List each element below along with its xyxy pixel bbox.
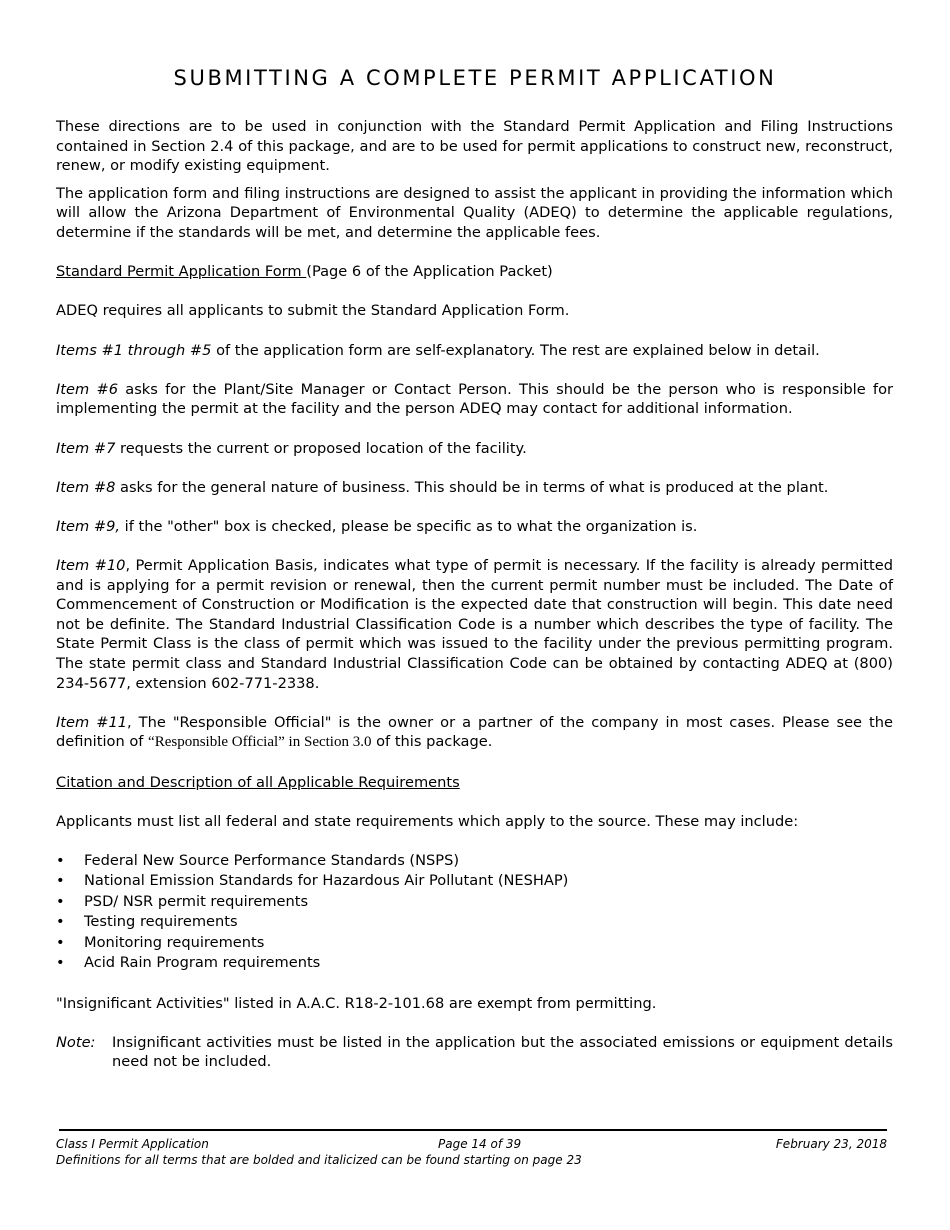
item-label: Item #6	[56, 380, 118, 398]
footer-divider	[59, 1129, 887, 1131]
bullet-icon: •	[56, 851, 65, 869]
list-item-text: National Emission Standards for Hazardous Air Pollutant (NESHAP)	[84, 872, 569, 890]
item-text: asks for the general nature of business. This should be in terms of what is produced at the plant.	[115, 478, 829, 496]
item-label: Item #10	[56, 557, 126, 575]
bullet-icon: •	[56, 872, 65, 890]
item-text: of the application form are self-explanatory. The rest are explained below in detail.	[211, 341, 820, 359]
list-item	[56, 933, 893, 954]
intro-paragraph: The application form and filing instructions are designed to assist the applicant in providing the information which will allow the Arizona Department of Environmental Quality (ADEQ) to determine the applicable regulations, determine if the standards will be met, and determine the applicable fees.	[56, 184, 893, 241]
note-text: Insignificant activities must be listed in the application but the associated emissions or equipment details need not be included.	[112, 1033, 893, 1071]
item-paragraph	[56, 556, 893, 693]
item-label: Items #1 through #5	[56, 341, 212, 359]
section-heading: Citation and Description of all Applicable Requirements	[56, 773, 460, 791]
section-heading: Standard Permit Application Form	[56, 263, 307, 281]
requirements-list	[56, 851, 893, 974]
lead-paragraph: Applicants must list all federal and state requirements which apply to the source. These may include:	[56, 812, 799, 830]
item-label: Item #8	[56, 478, 116, 496]
item-text: , Permit Application Basis, indicates what type of permit is necessary. If the facility is already permitted and is applying for a permit revision or renewal, then the current permit number must be included. The Date of Commencement of Construction or Modification is the expected date that construction will begin. This date need not be definite. The Standard Industrial Classification Code is a number which describes the type of facility. The State Permit Class is the class of permit which was issued to the facility under the previous permitting program. The state permit class and Standard Industrial Classification Code can be obtained by contacting ADEQ at (800) 234-5677, extension 602-771-2338.	[56, 557, 893, 692]
footer-row	[56, 1136, 887, 1152]
footer-date: February 23, 2018	[775, 1137, 887, 1151]
page-title: SUBMITTING A COMPLETE PERMIT APPLICATION	[173, 66, 777, 90]
bullet-icon: •	[56, 954, 65, 972]
item-label: Item #11	[56, 713, 128, 731]
item-label: Item #9,	[56, 517, 121, 535]
section-heading-suffix: (Page 6 of the Application Packet)	[306, 263, 553, 281]
item-text: , The "Responsible Official" is the owner or a partner of the company in most cases. Please see the definition of	[56, 713, 893, 751]
item-text: asks for the Plant/Site Manager or Contact Person. This should be the person who is responsible for implementing the permit at the facility and the person ADEQ may contact for additional information.	[56, 380, 894, 418]
note-block	[56, 1033, 893, 1072]
list-item-text: Monitoring requirements	[84, 933, 265, 951]
item-text: if the "other" box is checked, please be specific as to what the organization is.	[120, 517, 698, 535]
exempt-paragraph: "Insignificant Activities" listed in A.A.C. R18-2-101.68 are exempt from permitting.	[56, 994, 657, 1012]
item-label: Item #7	[56, 439, 116, 457]
bullet-icon: •	[56, 892, 65, 910]
bullet-icon: •	[56, 933, 65, 951]
page-footer	[56, 1136, 887, 1168]
item-paragraph	[56, 380, 893, 419]
list-item	[56, 953, 893, 974]
footer-document-title: Class I Permit Application	[56, 1137, 209, 1151]
item-paragraph	[56, 517, 893, 537]
intro-paragraph: These directions are to be used in conjunction with the Standard Permit Application and Filing Instructions contained in Section 2.4 of this package, and are to be used for permit applications to construct new, reconstruct, renew, or modify existing equipment.	[56, 118, 893, 175]
bullet-icon: •	[56, 913, 65, 931]
footer-definitions-note: Definitions for all terms that are bolded and italicized can be found starting on page 23	[56, 1153, 582, 1167]
item-paragraph	[56, 341, 893, 361]
item-paragraph	[56, 439, 893, 459]
section-heading-line	[56, 262, 893, 282]
item-tail-text: of this package.	[371, 733, 493, 751]
requirement-paragraph: ADEQ requires all applicants to submit the Standard Application Form.	[56, 302, 570, 320]
section-heading-line	[56, 773, 893, 793]
list-item	[56, 892, 893, 913]
list-item-text: PSD/ NSR permit requirements	[84, 892, 309, 910]
item-text: requests the current or proposed location of the facility.	[115, 439, 527, 457]
footer-page-number: Page 14 of 39	[438, 1137, 522, 1151]
body-content	[56, 117, 893, 1072]
list-item-text: Testing requirements	[84, 913, 238, 931]
item-serif-text: “Responsible Official” in Section 3.0	[148, 734, 372, 751]
list-item	[56, 851, 893, 872]
list-item	[56, 871, 893, 892]
item-paragraph	[56, 713, 893, 753]
list-item-text: Federal New Source Performance Standards (NSPS)	[84, 851, 460, 869]
list-item-text: Acid Rain Program requirements	[84, 954, 321, 972]
note-label: Note:	[56, 1033, 96, 1051]
item-paragraph	[56, 478, 893, 498]
list-item	[56, 912, 893, 933]
